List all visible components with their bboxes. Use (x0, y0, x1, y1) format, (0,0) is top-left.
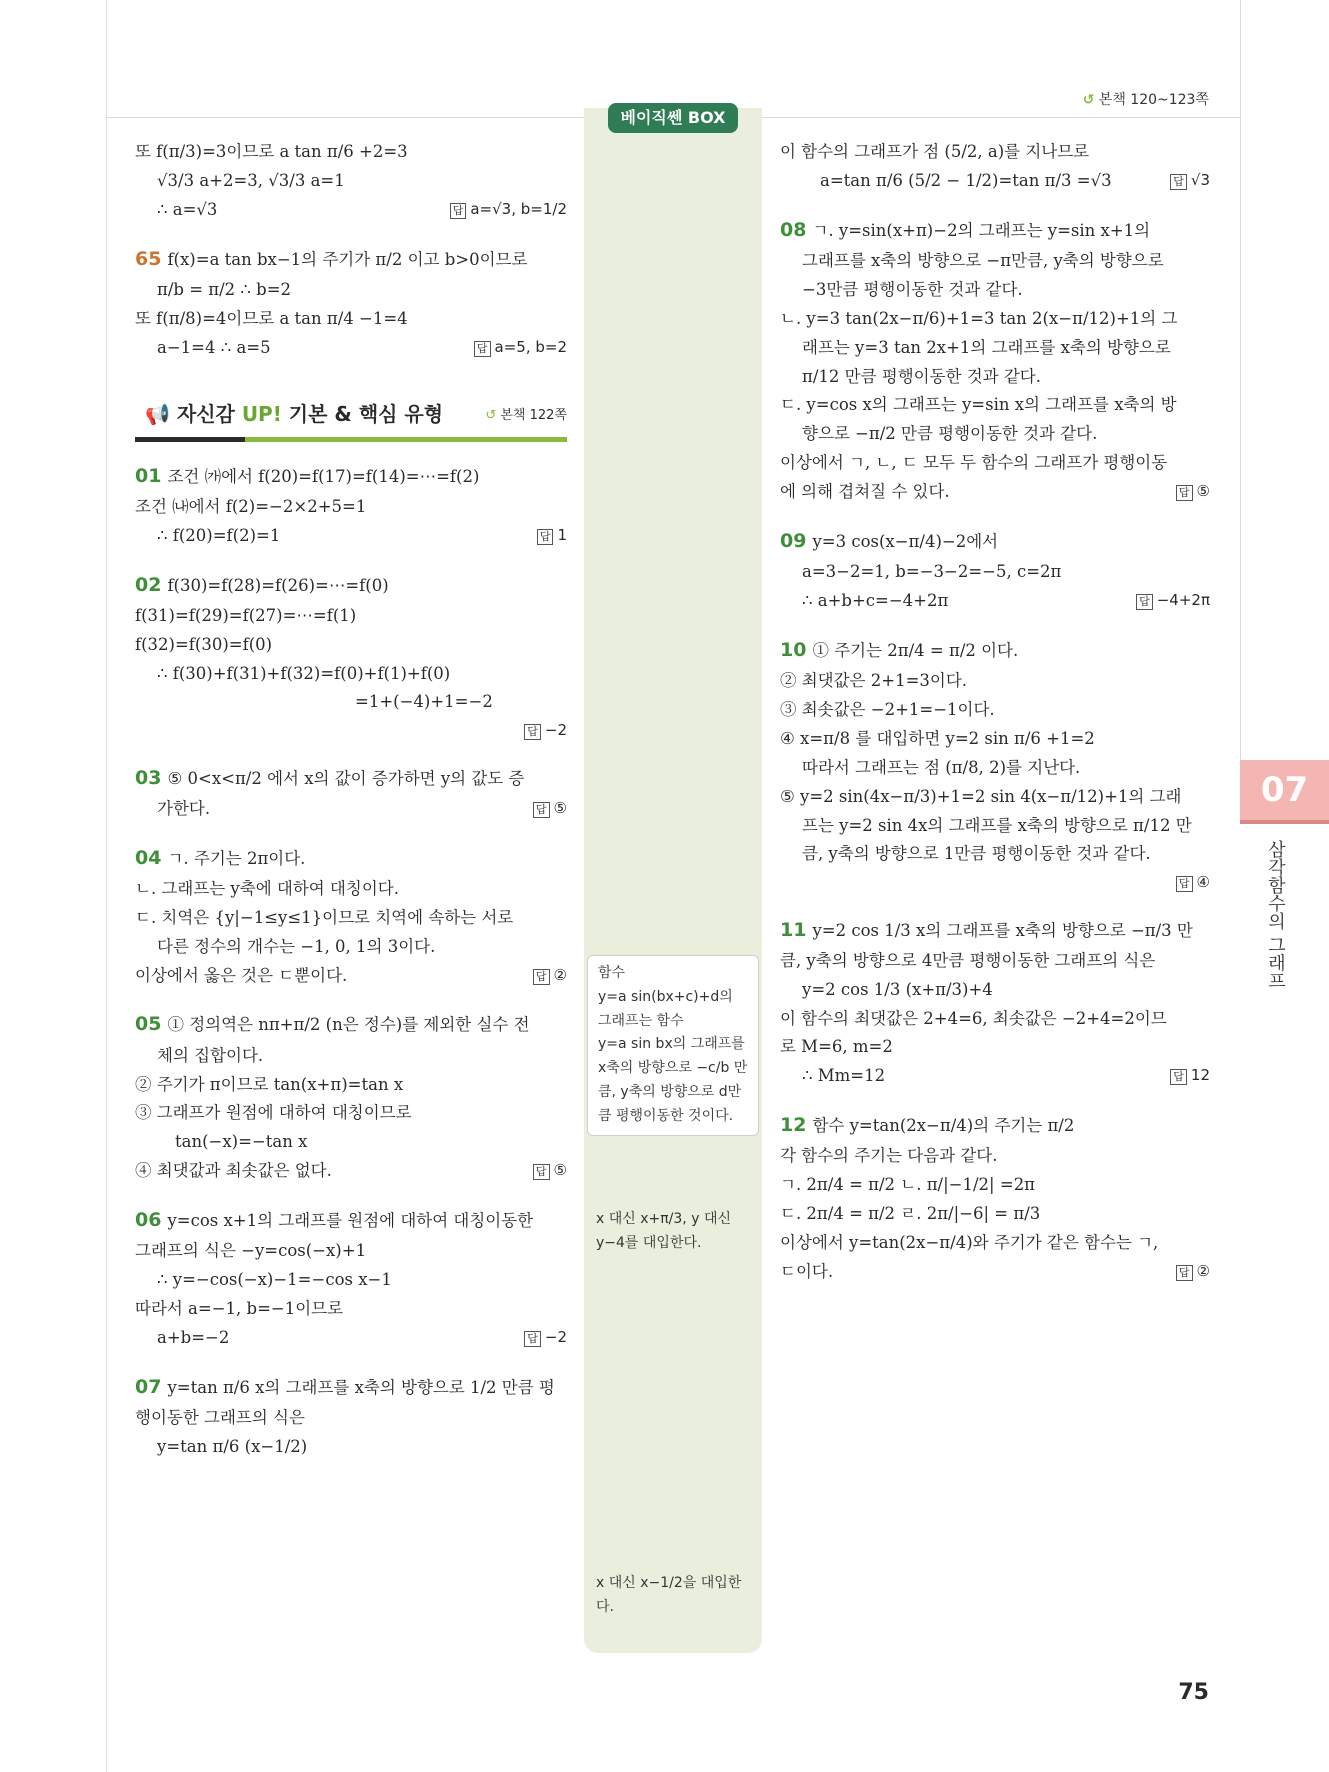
left-column (135, 138, 567, 1480)
page-number: 75 (1178, 1680, 1209, 1705)
problem-02: 02 f(30)=f(28)=f(26)=⋯=f(0) f(31)=f(29)=f(27)=⋯=f(1) f(32)=f(30)=f(0) ∴ f(30)+f(31)+f(32)=f(0)+f(1)+f(0) =1+(−4)+1=−2 답 −2 (135, 569, 567, 744)
section-header (135, 393, 567, 442)
problem-10: 10 ① 주기는 2π/4 = π/2 이다. ② 최댓값은 2+1=3이다. ③ 최솟값은 −2+1=−1이다. ④ x=π/8 를 대입하면 y=2 sin π/6 +1=2 따라서 그래프는 점 (π/8, 2)를 지난다. ⑤ y=2 sin(4x−π/3)+1=2 sin 4(x−π/12)+1의 그래 프는 y=2 sin 4x의 그래프를 x축의 방향으로 π/12 만 큼, y축의 방향으로 1만큼 평행이동한 것과 같다. 답 ④ (780, 634, 1210, 896)
section-ref: ↺ 본책 122쪽 (485, 407, 567, 423)
answer: 답 a=5, b=2 (474, 334, 567, 360)
arrow-icon: ↺ (485, 407, 497, 423)
problem-65: 65 f(x)=a tan bx−1의 주기가 π/2 이고 b>0이므로 π/b = π/2 ∴ b=2 또 f(π/8)=4이므로 a tan π/4 −1=4 a−1=4 ∴ a=5 답 a=5, b=2 (135, 243, 567, 363)
answer: 답 √3 (1170, 167, 1210, 193)
page-edge-left (106, 0, 107, 1772)
problem-03: 03 ⑤ 0<x<π/2 에서 x의 값이 증가하면 y의 값도 증 가한다. 답 ⑤ (135, 762, 567, 824)
answer: 답 ⑤ (1176, 478, 1210, 504)
problem-12: 12 함수 y=tan(2x−π/4)의 주기는 π/2 각 함수의 주기는 다음과 같다. ㄱ. 2π/4 = π/2 ㄴ. π/|−1/2| =2π ㄷ. 2π/4 = π/2 ㄹ. 2π/|−6| = π/3 이상에서 y=tan(2x−π/4)와 주기가 같은 함수는 ㄱ, ㄷ이다. 답 ② (780, 1109, 1210, 1287)
answer: 답 a=√3, b=1/2 (450, 196, 567, 222)
arrow-icon: ↺ (1082, 92, 1095, 108)
problem-06: 06 y=cos x+1의 그래프를 원점에 대하여 대칭이동한 그래프의 식은 −y=cos(−x)+1 ∴ y=−cos(−x)−1=−cos x−1 따라서 a=−1, b=−1이므로 a+b=−2 답 −2 (135, 1204, 567, 1353)
side-note-substitute-2: x 대신 x−1/2을 대입한 다. (596, 1575, 742, 1615)
answer: 답 ⑤ (533, 1157, 567, 1183)
chapter-title: 삼각함수의 그래프 (1265, 840, 1286, 990)
problem-07: 07 y=tan π/6 x의 그래프를 x축의 방향으로 1/2 만큼 평 행이동한 그래프의 식은 y=tan π/6 (x−1/2) (135, 1375, 555, 1456)
answer: 답 −2 (524, 717, 567, 743)
problem-11: 11 y=2 cos 1/3 x의 그래프를 x축의 방향으로 −π/3 만 큼, y축의 방향으로 4만큼 평행이동한 그래프의 식은 y=2 cos 1/3 (x+π/3)+4 이 함수의 최댓값은 2+4=6, 최솟값은 −2+4=2이므 로 M=6, m=2 ∴ Mm=12 답 12 (780, 914, 1210, 1092)
answer: 답 ⑤ (533, 795, 567, 821)
answer: 답 ② (1176, 1258, 1210, 1284)
megaphone-icon: 📢 (145, 401, 170, 426)
chapter-tab: 07 (1240, 760, 1329, 820)
header-book-ref: ↺ 본책 120~123쪽 (1082, 92, 1209, 108)
answer: 답 −4+2π (1136, 587, 1210, 613)
side-note-substitute-1: x 대신 x+π/3, y 대신 y−4를 대입한다. (596, 1211, 731, 1251)
problem-01: 01 조건 ㈎에서 f(20)=f(17)=f(14)=⋯=f(2) 조건 ㈏에서 f(2)=−2×2+5=1 ∴ f(20)=f(2)=1 답 1 (135, 460, 567, 551)
page-edge-right (1240, 0, 1241, 760)
side-note-column (584, 108, 762, 1653)
side-note-shift-rule: 함수 y=a sin(bx+c)+d의 그래프는 함수 y=a sin bx의 그래프를 x축의 방향으로 −c/b 만 큼, y축의 방향으로 d만 큼 평행이동한 것이다. (587, 955, 759, 1136)
section-title: 📢 자신감 UP! 기본 & 핵심 유형 (145, 401, 444, 426)
answer: 답 12 (1170, 1062, 1210, 1088)
box-tab: 베이직쎈 BOX (608, 103, 738, 133)
problem-05: 05 ① 정의역은 nπ+π/2 (n은 정수)를 제외한 실수 전 체의 집합이다. ② 주기가 π이므로 tan(x+π)=tan x ③ 그래프가 원점에 대하여 대칭이므로 tan(−x)=−tan x ④ 최댓값과 최솟값은 없다. 답 ⑤ (135, 1008, 567, 1186)
right-column (780, 138, 1210, 1305)
answer: 답 ④ (1176, 869, 1210, 895)
solution-top-left: 또 f(π/3)=3이므로 a tan π/6 +2=3 √3/3 a+2=3, √3/3 a=1 ∴ a=√3 답 a=√3, b=1/2 (135, 138, 567, 225)
problem-08: 08 ㄱ. y=sin(x+π)−2의 그래프는 y=sin x+1의 그래프를 x축의 방향으로 −π만큼, y축의 방향으로 −3만큼 평행이동한 것과 같다. ㄴ. y=3 tan(2x−π/6)+1=3 tan 2(x−π/12)+1의 그 래프는 y=3 tan 2x+1의 그래프를 x축의 방향으로 π/12 만큼 평행이동한 것과 같다. ㄷ. y=cos x의 그래프는 y=sin x의 그래프를 x축의 방 향으로 −π/2 만큼 평행이동한 것과 같다. 이상에서 ㄱ, ㄴ, ㄷ 모두 두 함수의 그래프가 평행이동 에 의해 겹쳐질 수 있다. 답 ⑤ (780, 214, 1210, 507)
problem-09: 09 y=3 cos(x−π/4)−2에서 a=3−2=1, b=−3−2=−5, c=2π ∴ a+b+c=−4+2π 답 −4+2π (780, 525, 1210, 616)
chapter-tab-rule (1240, 820, 1329, 824)
answer: 답 ② (533, 962, 567, 988)
solution-top-right: 이 함수의 그래프가 점 (5/2, a)를 지나므로 a=tan π/6 (5/2 − 1/2)=tan π/3 =√3 답 √3 (780, 138, 1210, 196)
answer: 답 −2 (524, 1324, 567, 1350)
answer: 답 1 (537, 522, 567, 548)
problem-04: 04 ㄱ. 주기는 2π이다. ㄴ. 그래프는 y축에 대하여 대칭이다. ㄷ. 치역은 {y|−1≤y≤1}이므로 치역에 속하는 서로 다른 정수의 개수는 −1, 0, 1의 3이다. 이상에서 옳은 것은 ㄷ뿐이다. 답 ② (135, 842, 567, 991)
